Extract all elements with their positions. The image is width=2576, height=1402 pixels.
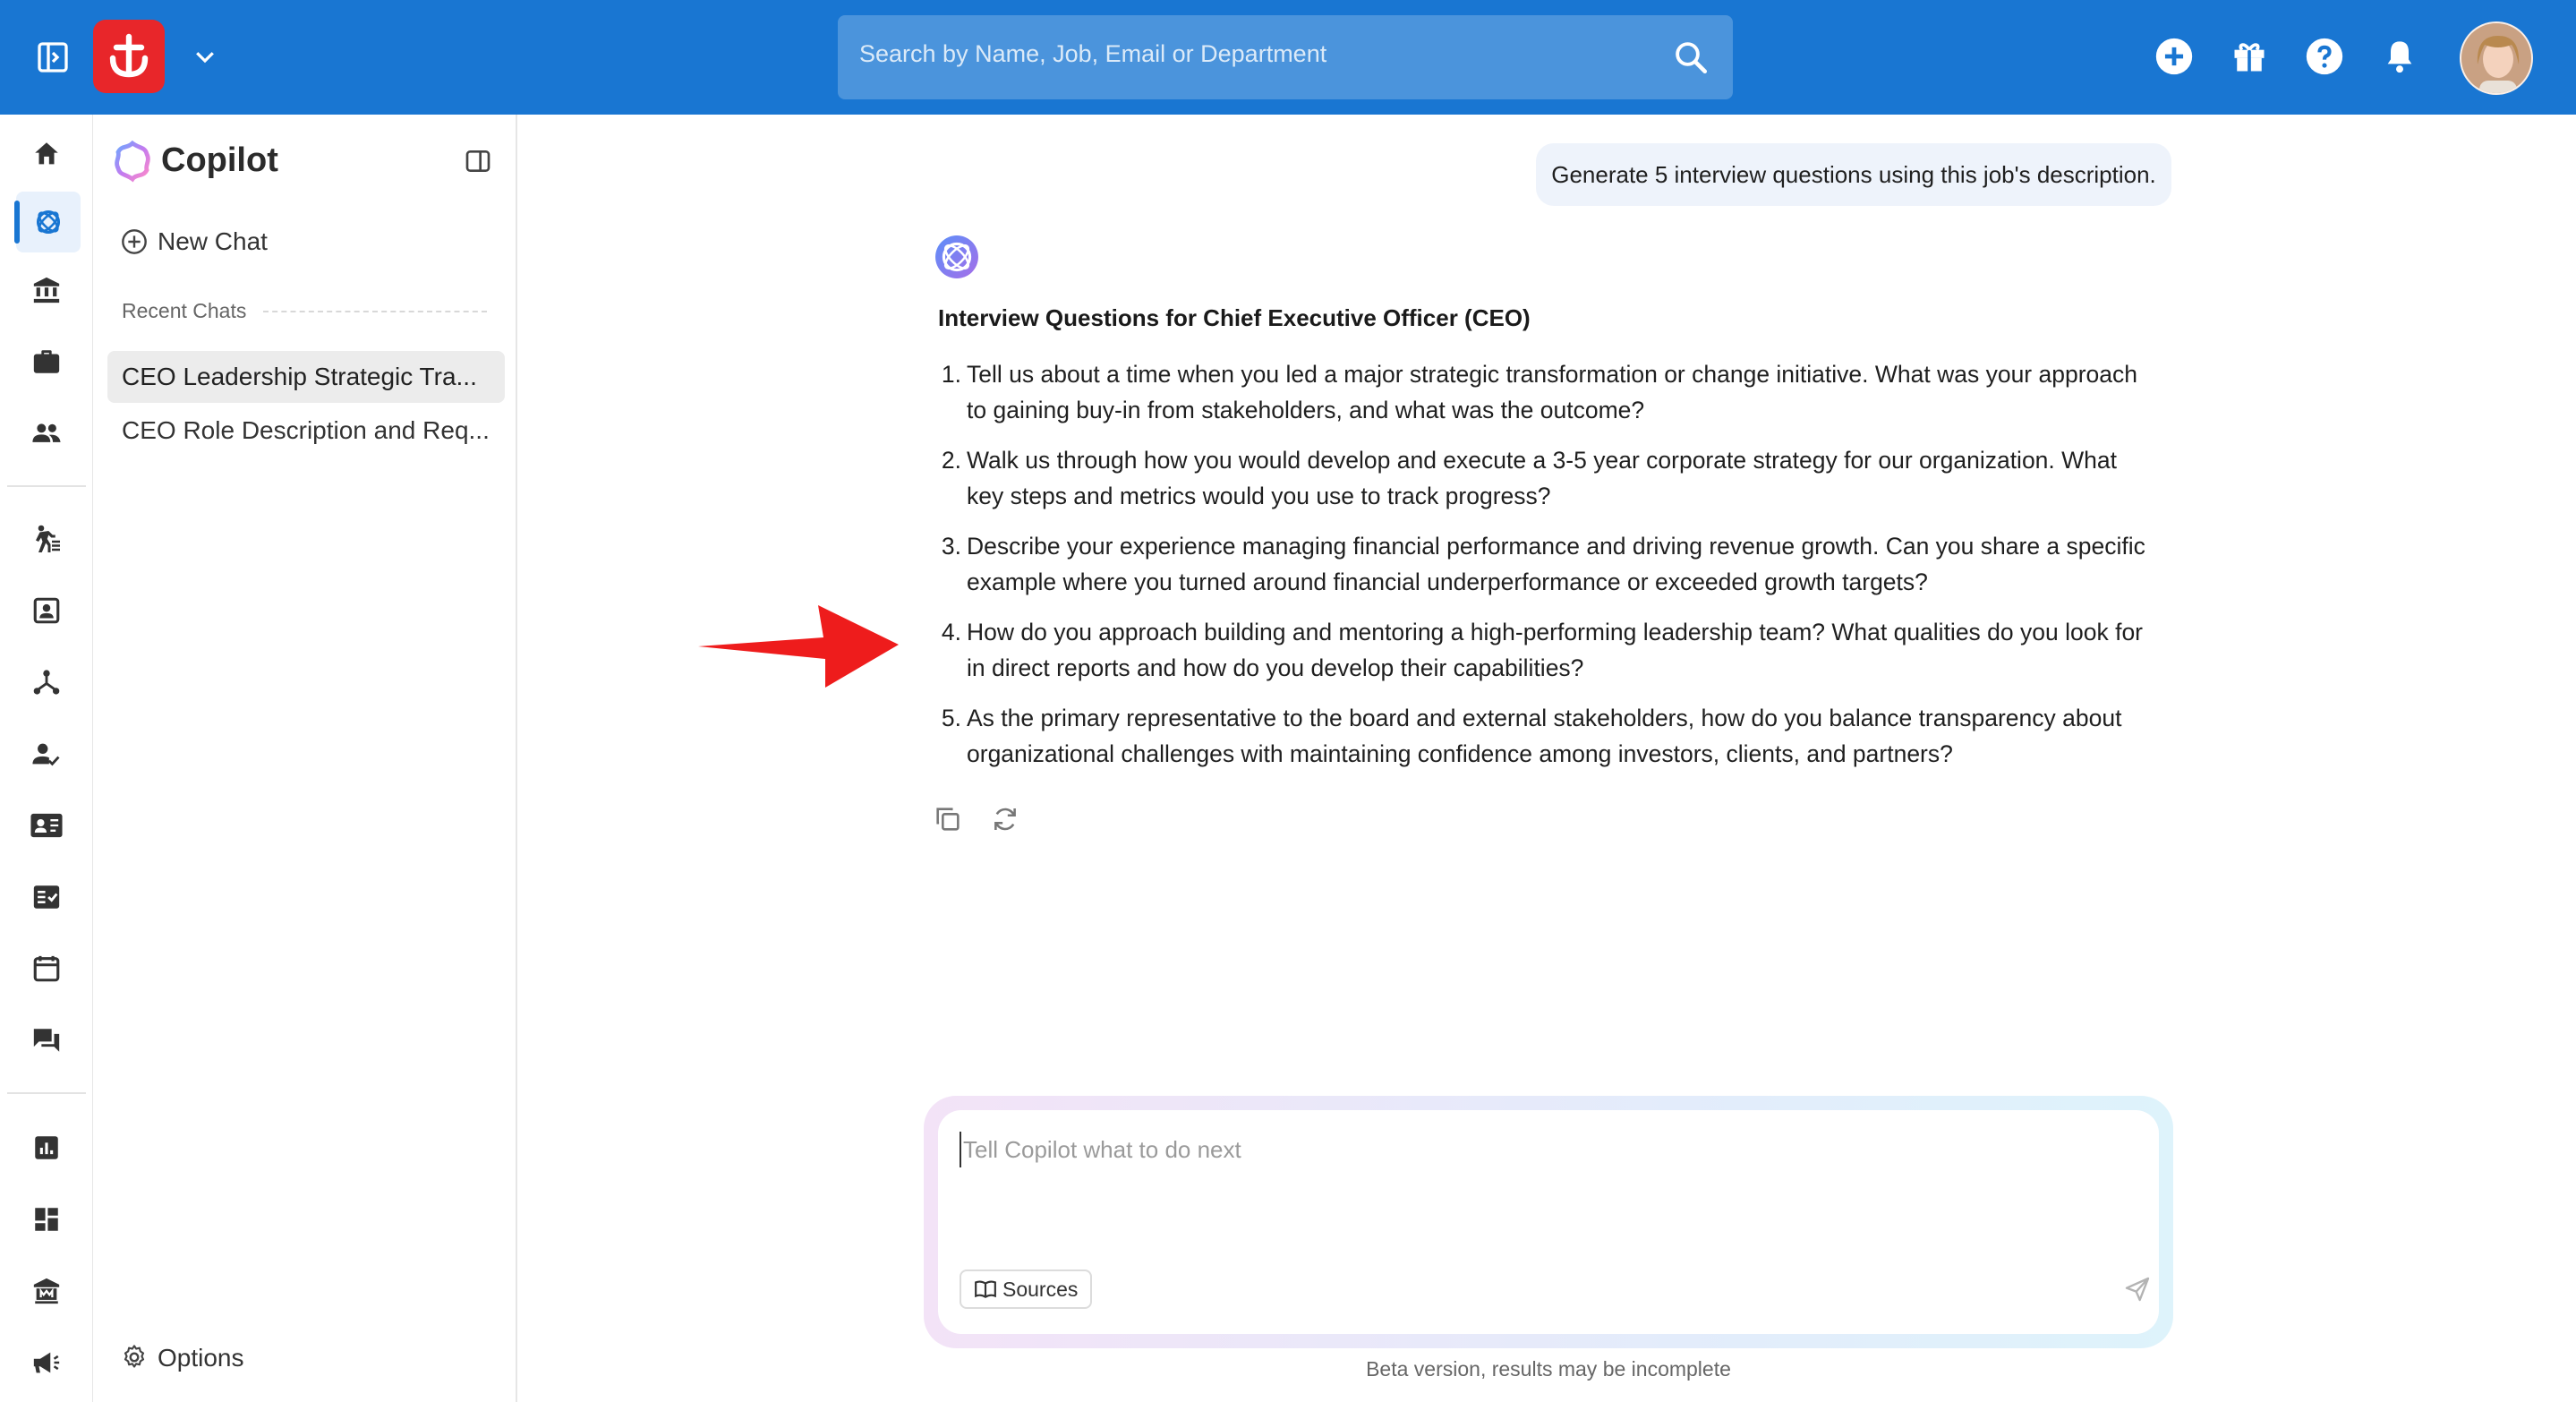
help-icon[interactable]: [2304, 36, 2345, 77]
app-logo[interactable]: [93, 20, 165, 93]
copilot-panel: [93, 115, 517, 1402]
people-icon[interactable]: [23, 410, 70, 457]
rail-divider: [7, 1092, 86, 1094]
museum-icon[interactable]: [23, 1268, 70, 1314]
sources-button[interactable]: [960, 1269, 1092, 1309]
question-text: How do you approach building and mentoring a high-performing leadership team? What qualities do you look for in direct reports and how do you develop their capabilities?: [967, 619, 2144, 681]
person-check-icon[interactable]: [23, 731, 70, 777]
bank-icon[interactable]: [23, 267, 70, 313]
dashboard-icon[interactable]: [23, 1196, 70, 1243]
chat-input[interactable]: [960, 1132, 2132, 1167]
new-chat-button[interactable]: [120, 220, 268, 263]
chat-item[interactable]: CEO Role Description and Req...: [122, 416, 490, 444]
question-number: 4.: [941, 619, 961, 645]
question-number: 3.: [941, 533, 961, 560]
megaphone-icon[interactable]: [23, 1339, 70, 1386]
options-button[interactable]: [120, 1343, 244, 1373]
top-bar: [0, 0, 2576, 115]
question-number: 1.: [941, 361, 961, 388]
id-card-icon[interactable]: [23, 802, 70, 849]
composer: [938, 1110, 2159, 1334]
options-label: Options: [158, 1344, 244, 1372]
question-text: As the primary representative to the board and external stakeholders, how do you balance transparency about organizational challenges with maintaining confidence among investors, clients, and partners?: [967, 705, 2122, 767]
copy-icon[interactable]: [931, 802, 965, 836]
rail-divider: [7, 485, 86, 487]
org-chart-icon[interactable]: [23, 659, 70, 705]
briefcase-icon[interactable]: [23, 338, 70, 385]
book-icon: [974, 1278, 997, 1301]
sidebar-toggle-icon[interactable]: [27, 32, 79, 82]
report-icon[interactable]: [23, 1124, 70, 1171]
divider: [263, 311, 487, 312]
question-number: 5.: [941, 705, 961, 731]
gear-icon: [120, 1343, 150, 1373]
add-icon[interactable]: [2154, 36, 2195, 77]
list-item: [938, 356, 2155, 428]
plus-circle-icon: [120, 227, 149, 256]
beta-note: Beta version, results may be incomplete: [1366, 1357, 1731, 1381]
send-icon[interactable]: [2118, 1269, 2157, 1309]
recent-chats-label: Recent Chats: [122, 299, 247, 322]
calendar-icon[interactable]: [23, 945, 70, 992]
onboarding-icon[interactable]: [23, 516, 70, 562]
sources-label: Sources: [1002, 1277, 1079, 1301]
question-number: 2.: [941, 447, 961, 474]
bell-icon[interactable]: [2379, 36, 2420, 77]
panel-title: Copilot: [161, 141, 278, 179]
chat-item[interactable]: CEO Leadership Strategic Tra...: [107, 351, 505, 403]
avatar[interactable]: [2460, 21, 2533, 95]
regenerate-icon[interactable]: [988, 802, 1022, 836]
question-text: Walk us through how you would develop and execute a 3-5 year corporate strategy for our organization. What key steps and metrics would you use to track progress?: [967, 447, 2117, 509]
contact-card-icon[interactable]: [23, 587, 70, 634]
copilot-logo-icon: [111, 140, 154, 183]
red-arrow-annotation: [698, 605, 899, 688]
question-list: [938, 356, 2155, 786]
search-bar[interactable]: [838, 15, 1733, 99]
chat-icon[interactable]: [23, 1017, 70, 1064]
home-icon[interactable]: [23, 131, 70, 177]
list-item: [938, 614, 2155, 686]
nav-rail: [0, 115, 93, 1402]
panel-collapse-icon[interactable]: [460, 143, 496, 179]
search-input[interactable]: Search by Name, Job, Email or Department: [859, 40, 1327, 67]
chevron-down-icon[interactable]: [184, 36, 226, 77]
gift-icon[interactable]: [2229, 36, 2270, 77]
new-chat-label: New Chat: [158, 227, 268, 255]
response-title: Interview Questions for Chief Executive Officer (CEO): [938, 304, 1531, 331]
list-item: [938, 442, 2155, 514]
question-text: Tell us about a time when you led a major strategic transformation or change initiative. What was your approach to gaining buy-in from stakeholders, and what was the outcome?: [967, 361, 2137, 423]
list-item: [938, 528, 2155, 600]
question-text: Describe your experience managing financial performance and driving revenue growth. Can you share a specific example where you turned around financial underperformance or exceeded growth targets?: [967, 533, 2145, 595]
search-icon[interactable]: [1672, 38, 1710, 76]
user-message-bubble: Generate 5 interview questions using this job's description.: [1536, 143, 2171, 206]
list-item: [938, 700, 2155, 772]
copilot-icon[interactable]: [16, 192, 81, 252]
copilot-avatar-icon: [934, 235, 979, 279]
checklist-icon[interactable]: [23, 874, 70, 920]
